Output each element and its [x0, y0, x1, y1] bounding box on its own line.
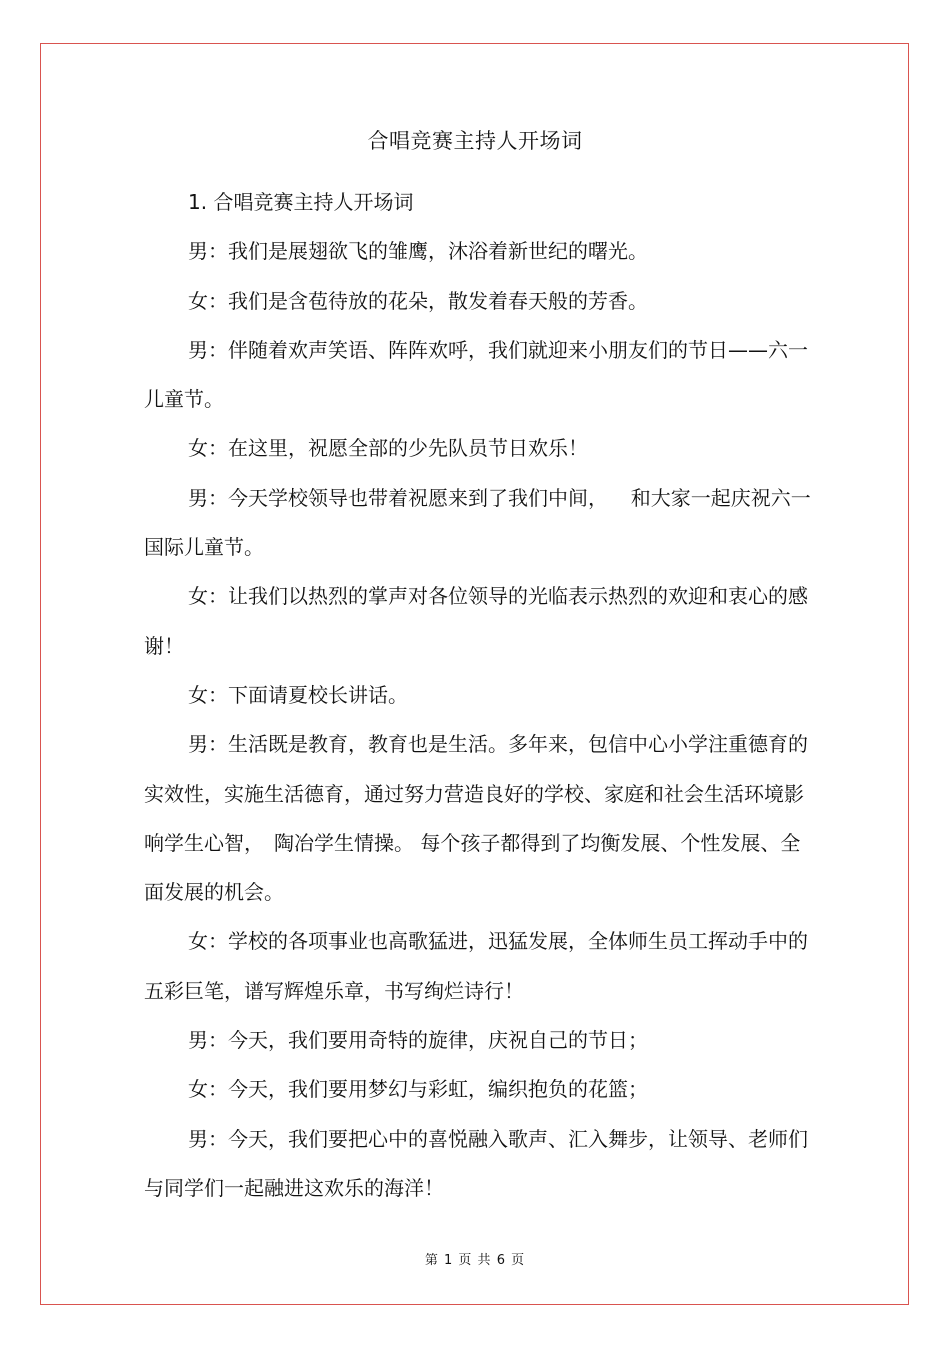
paragraph-12: 男：今天，我们要把心中的喜悦融入歌声、汇入舞步，让领导、老师们与同学们一起融进这欢乐的海洋！ — [144, 1126, 808, 1200]
paragraph-8: 男：生活既是教育，教育也是生活。多年来，包信中心小学注重德育的实效性，实施生活德育，通过努力营造良好的学校、家庭和社会生活环境影响学生心智， 陶冶学生情操。 每个孩子都得到了均衡发展、个性发展、全面发展的机会。 — [144, 732, 808, 905]
paragraph-3: 男：伴随着欢声笑语、阵阵欢呼，我们就迎来小朋友们的节日——六一儿童节。 — [144, 337, 808, 412]
paragraph-5: 男：今天学校领导也带着祝愿来到了我们中间， 和大家一起庆祝六一国际儿童节。 — [144, 485, 811, 560]
paragraph-11: 女：今天，我们要用梦幻与彩虹，编织抱负的花篮； — [188, 1077, 648, 1102]
document-title: 合唱竞赛主持人开场词 — [367, 129, 583, 153]
paragraph-1: 男：我们是展翅欲飞的雏鹰，沐浴着新世纪的曙光。 — [188, 239, 648, 264]
paragraph-2: 女：我们是含苞待放的花朵，散发着春天般的芳香。 — [188, 288, 648, 313]
paragraph-10: 男：今天，我们要用奇特的旋律，庆祝自己的节日； — [188, 1028, 648, 1053]
paragraph-6: 女：让我们以热烈的掌声对各位领导的光临表示热烈的欢迎和衷心的感谢！ — [144, 584, 808, 658]
paragraph-7: 女：下面请夏校长讲话。 — [188, 682, 408, 707]
paragraph-9: 女：学校的各项事业也高歌猛进，迅猛发展，全体师生员工挥动手中的五彩巨笔，谱写辉煌乐章，书写绚烂诗行！ — [144, 929, 808, 1003]
document-body — [144, 178, 814, 1213]
page-number-footer: 第 1 页 共 6 页 — [424, 1253, 526, 1268]
section-heading: 1. 合唱竞赛主持人开场词 — [188, 190, 414, 214]
paragraph-4: 女：在这里，祝愿全部的少先队员节日欢乐！ — [188, 436, 588, 461]
